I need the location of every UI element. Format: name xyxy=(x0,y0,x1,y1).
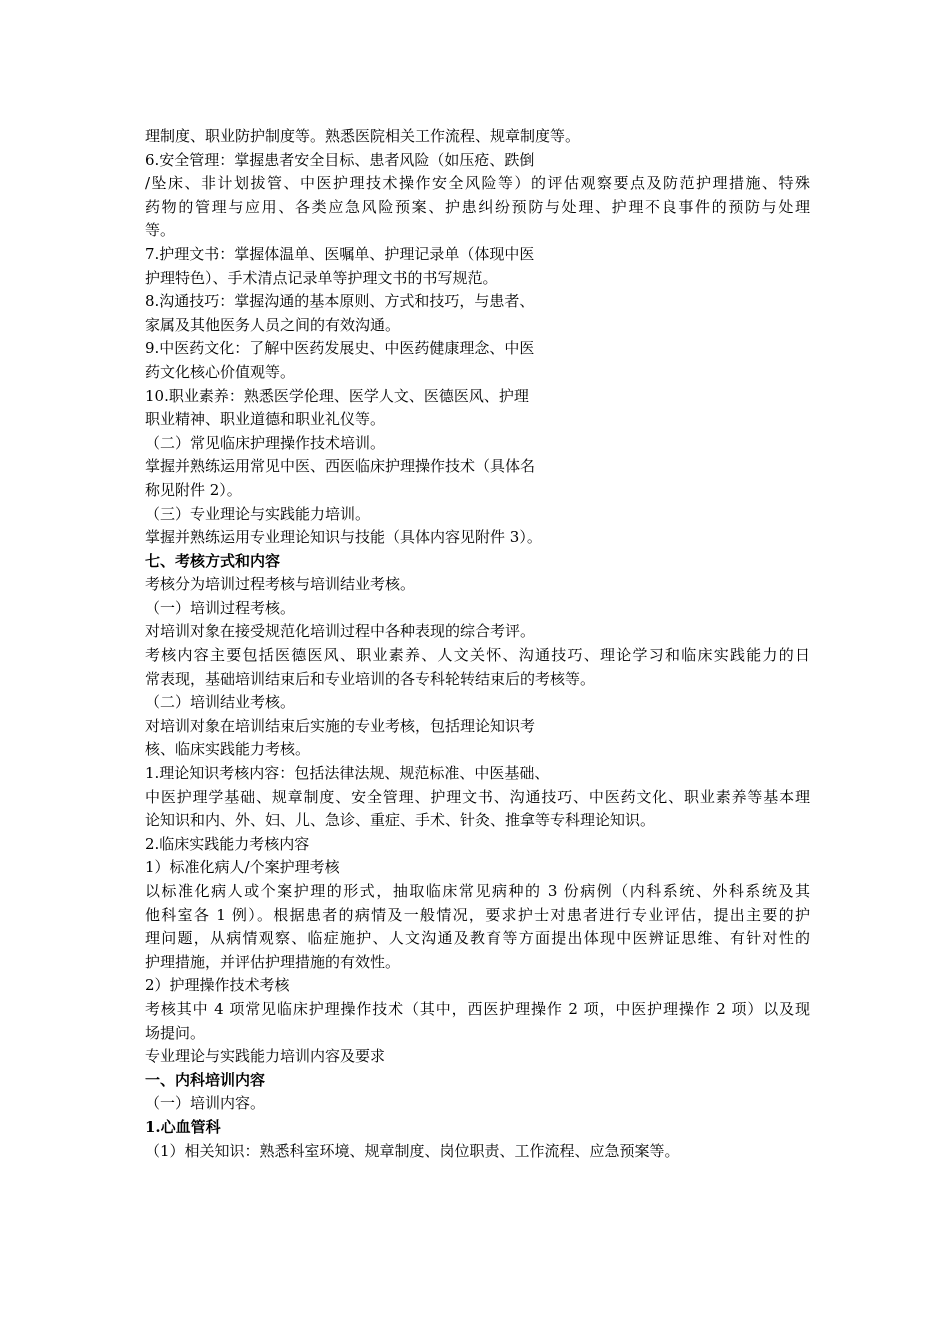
text-line: （一）培训过程考核。 xyxy=(145,598,296,617)
text-line: 考核分为培训过程考核与培训结业考核。 xyxy=(145,575,416,594)
text-line: 9.中医药文化：了解中医药发展史、中医药健康理念、中医 xyxy=(145,339,535,358)
text-line: 对培训对象在培训结束后实施的专业考核，包括理论知识考 xyxy=(145,716,536,735)
text-line: 常表现，基础培训结束后和专业培训的各专科轮转结束后的考核等。 xyxy=(145,669,596,688)
text-line: 考核内容主要包括医德医风、职业素养、人文关怀、沟通技巧、理论学习和临床实践能力的日 xyxy=(145,646,810,665)
text-line: 理问题，从病情观察、临症施护、人文沟通及教育等方面提出体现中医辨证思维、有针对性的 xyxy=(145,929,810,948)
section-heading: 1.心血管科 xyxy=(145,1117,221,1136)
text-line: 1.理论知识考核内容：包括法律法规、规范标准、中医基础、 xyxy=(145,764,550,783)
text-line: 论知识和内、外、妇、儿、急诊、重症、手术、针灸、推拿等专科理论知识。 xyxy=(145,811,656,830)
text-line: 等。 xyxy=(145,221,176,240)
text-line: 7.护理文书：掌握体温单、医嘱单、护理记录单（体现中医 xyxy=(145,244,535,263)
text-line: （二）培训结业考核。 xyxy=(145,693,296,712)
text-line: 专业理论与实践能力培训内容及要求 xyxy=(145,1047,386,1066)
text-line: 药物的管理与应用、各类应急风险预案、护患纠纷预防与处理、护理不良事件的预防与处理 xyxy=(145,197,810,216)
text-line: 家属及其他医务人员之间的有效沟通。 xyxy=(145,315,401,334)
text-line: 核、临床实践能力考核。 xyxy=(145,740,311,759)
text-line: 护理特色）、手术清点记录单等护理文书的书写规范。 xyxy=(145,268,498,287)
text-line: 考核其中 4 项常见临床护理操作技术（其中，西医护理操作 2 项，中医护理操作 2 项）以及现 xyxy=(145,999,810,1018)
text-line: 职业精神、职业道德和职业礼仪等。 xyxy=(145,410,386,429)
text-line: 10.职业素养：熟悉医学伦理、医学人文、医德医风、护理 xyxy=(145,386,529,405)
document-page xyxy=(145,125,810,1163)
text-line: （二）常见临床护理操作技术培训。 xyxy=(145,433,386,452)
section-heading: 七、考核方式和内容 xyxy=(145,551,281,570)
text-line: /坠床、非计划拔管、中医护理技术操作安全风险等）的评估观察要点及防范护理措施、特殊 xyxy=(145,174,810,193)
text-line: （三）专业理论与实践能力培训。 xyxy=(145,504,371,523)
text-line: 2.临床实践能力考核内容 xyxy=(145,834,310,853)
text-line: 称见附件 2）。 xyxy=(145,480,242,499)
text-line: 场提问。 xyxy=(145,1023,206,1042)
text-line: 药文化核心价值观等。 xyxy=(145,362,296,381)
text-line: 理制度、职业防护制度等。熟悉医院相关工作流程、规章制度等。 xyxy=(145,127,581,145)
text-line: （1）相关知识：熟悉科室环境、规章制度、岗位职责、工作流程、应急预案等。 xyxy=(145,1141,680,1160)
text-line: （一）培训内容。 xyxy=(145,1094,266,1113)
text-line: 护理措施，并评估护理措施的有效性。 xyxy=(145,952,401,971)
text-line: 2）护理操作技术考核 xyxy=(145,976,290,995)
text-line: 1）标准化病人/个案护理考核 xyxy=(145,858,340,877)
text-line: 6.安全管理：掌握患者安全目标、患者风险（如压疮、跌倒 xyxy=(145,150,535,169)
text-line: 掌握并熟练运用专业理论知识与技能（具体内容见附件 3）。 xyxy=(145,528,542,547)
text-line: 中医护理学基础、规章制度、安全管理、护理文书、沟通技巧、中医药文化、职业素养等基本理 xyxy=(145,787,810,806)
section-heading: 一、内科培训内容 xyxy=(145,1070,266,1089)
text-line: 对培训对象在接受规范化培训过程中各种表现的综合考评。 xyxy=(145,622,536,641)
text-line: 8.沟通技巧：掌握沟通的基本原则、方式和技巧，与患者、 xyxy=(145,292,535,311)
text-line: 掌握并熟练运用常见中医、西医临床护理操作技术（具体名 xyxy=(145,457,536,476)
text-line: 他科室各 1 例）。根据患者的病情及一般情况，要求护士对患者进行专业评估，提出主要的护 xyxy=(145,905,810,924)
text-line: 以标准化病人或个案护理的形式，抽取临床常见病种的 3 份病例（内科系统、外科系统及其 xyxy=(145,882,810,900)
